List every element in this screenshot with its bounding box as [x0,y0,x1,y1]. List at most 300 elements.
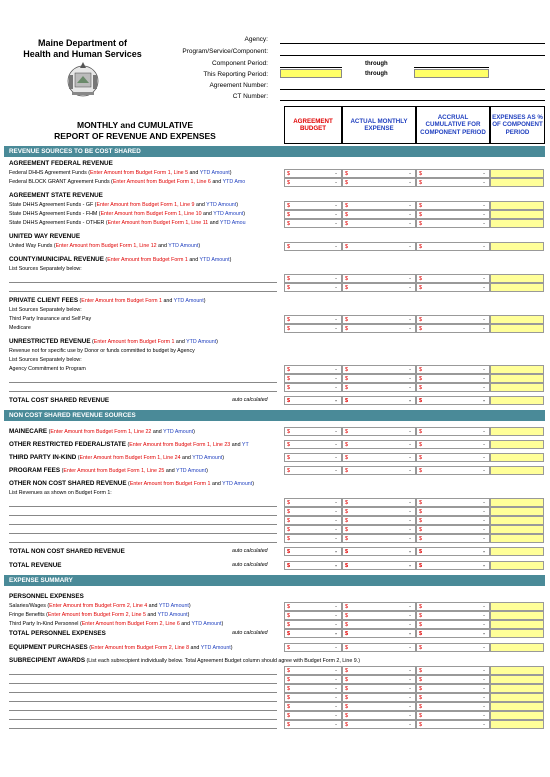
amount-value: - [483,518,485,524]
amount-cell-2[interactable] [342,210,416,219]
amount-value: - [335,549,337,555]
amount-cell-4 [490,324,544,333]
table-row [4,453,545,462]
amount-value: - [483,722,485,728]
currency-symbol: $ [345,385,349,391]
row-note [85,658,360,664]
amount-cell-2[interactable] [342,534,416,543]
row-label [9,397,109,404]
amount-cell-2[interactable] [342,427,416,436]
amount-cell-1[interactable] [284,210,342,219]
amount-value: - [483,367,485,373]
amount-cell-1[interactable] [284,315,342,324]
row-label-joiner: and [156,243,169,249]
amount-cell-2[interactable] [342,629,416,638]
amount-cell-1[interactable] [284,374,342,383]
budget-form-ref: Enter Amount from Budget Form 1, Line 23 [129,442,231,448]
amount-value: - [409,442,411,448]
amount-value: - [409,722,411,728]
currency-symbol: $ [419,563,423,569]
row-heading: PRIVATE CLIENT FEES [9,297,79,304]
amount-cell-3 [416,440,490,449]
amount-cell-2[interactable] [342,675,416,684]
currency-symbol: $ [287,212,291,218]
amount-value: - [409,695,411,701]
amount-value: - [335,212,337,218]
currency-symbol: $ [287,442,291,448]
amount-cell-4 [490,534,544,543]
amount-cell-2[interactable] [342,169,416,178]
currency-symbol: $ [419,203,423,209]
amount-cell-3 [416,525,490,534]
amount-cell-1[interactable] [284,534,342,543]
section-band: EXPENSE SUMMARY [4,575,545,586]
amount-value: - [409,326,411,332]
row-note-text: ( [90,339,94,345]
table-row [4,675,545,684]
ct-number-field[interactable] [280,93,545,101]
entry-line[interactable] [9,728,277,729]
amount-cell-1[interactable] [284,201,342,210]
row-label [9,562,61,569]
amount-cell-2[interactable] [342,611,416,620]
row-label [9,338,218,345]
agency-field[interactable] [280,36,545,44]
row-label [9,325,31,331]
row-label-text: AGREEMENT FEDERAL REVENUE [9,160,113,167]
amount-cell-2[interactable] [342,693,416,702]
amount-cell-1[interactable] [284,547,342,556]
amount-cell-1[interactable] [284,283,342,292]
row-label [9,179,245,185]
amount-cell-2[interactable] [342,219,416,228]
row-label-joiner: and [208,220,220,226]
amount-value: - [483,563,485,569]
currency-symbol: $ [345,212,349,218]
table-row [4,337,545,346]
row-label-text: TOTAL NON COST SHARED REVENUE [9,548,125,555]
ytd-ref: YTD Amount [199,170,230,176]
amount-cell-2[interactable] [342,383,416,392]
amount-cell-2[interactable] [342,201,416,210]
row-label-text: Salaries/Wages ( [9,603,50,609]
reporting-period-end[interactable] [414,69,489,78]
currency-symbol: $ [287,677,291,683]
amount-cell-2[interactable] [342,242,416,251]
currency-symbol: $ [287,668,291,674]
budget-form-ref: Enter Amount from Budget Form 1, Line 6 [112,179,211,185]
amount-value: - [483,509,485,515]
row-note-text: ( [78,298,82,304]
ytd-ref: YTD Amount [163,429,194,435]
currency-symbol: $ [419,668,423,674]
amount-value: - [409,385,411,391]
currency-symbol: $ [345,549,349,555]
amount-value: - [483,668,485,674]
amount-cell-2[interactable] [342,711,416,720]
amount-cell-2[interactable] [342,666,416,675]
table-row [4,534,545,543]
amount-value: - [335,367,337,373]
amount-cell-2[interactable] [342,440,416,449]
row-label-close: ) [203,298,206,304]
ytd-ref: YTD Amo [222,179,246,185]
amount-cell-1[interactable] [284,675,342,684]
row-label [9,490,112,496]
amount-cell-2[interactable] [342,684,416,693]
amount-cell-4 [490,383,544,392]
amount-cell-1[interactable] [284,611,342,620]
row-label-text: State DHHS Agreement Funds - GF ( [9,202,97,208]
amount-cell-1[interactable] [284,383,342,392]
currency-symbol: $ [345,429,349,435]
row-note-text: ( [60,468,64,474]
currency-symbol: $ [287,221,291,227]
table-row [4,383,545,392]
currency-symbol: $ [287,171,291,177]
amount-value: - [409,631,411,637]
amount-value: - [335,385,337,391]
row-label-text: Agency Commitment to Program [9,366,86,372]
amount-cell-1[interactable] [284,720,342,729]
amount-value: - [335,285,337,291]
row-label [9,160,113,167]
amount-cell-3 [416,561,490,570]
program-field[interactable] [280,48,545,56]
amount-cell-1[interactable] [284,178,342,187]
amount-cell-2[interactable] [342,516,416,525]
amount-cell-2[interactable] [342,643,416,652]
currency-symbol: $ [419,285,423,291]
currency-symbol: $ [345,668,349,674]
amount-value: - [409,285,411,291]
row-label [9,428,195,435]
amount-cell-1[interactable] [284,702,342,711]
currency-symbol: $ [419,500,423,506]
row-label-joiner: and [201,211,214,217]
currency-symbol: $ [419,212,423,218]
table-row [4,620,545,629]
amount-cell-2[interactable] [342,720,416,729]
currency-symbol: $ [345,221,349,227]
amount-value: - [335,613,337,619]
amount-value: - [483,317,485,323]
amount-value: - [483,713,485,719]
amount-cell-2[interactable] [342,602,416,611]
ytd-ref: YTD Amount [158,603,189,609]
row-label-text: Third Party In-Kind Personnel ( [9,621,82,627]
currency-symbol: $ [345,455,349,461]
currency-symbol: $ [345,468,349,474]
amount-cell-2[interactable] [342,178,416,187]
total-row [4,629,545,638]
amount-cell-1[interactable] [284,507,342,516]
amount-cell-3 [416,201,490,210]
row-note-text: ( [76,455,80,461]
amount-cell-4 [490,525,544,534]
currency-symbol: $ [419,276,423,282]
amount-cell-1[interactable] [284,561,342,570]
amount-cell-2[interactable] [342,374,416,383]
amount-cell-1[interactable] [284,324,342,333]
amount-cell-1[interactable] [284,525,342,534]
amount-value: - [335,704,337,710]
amount-cell-1[interactable] [284,396,342,405]
budget-form-ref: Enter Amount from Budget Form 1, Line 10 [100,211,202,217]
row-note-text: ( [125,442,130,448]
amount-value: - [409,244,411,250]
amount-cell-3 [416,666,490,675]
amount-value: - [335,244,337,250]
amount-cell-2[interactable] [342,283,416,292]
amount-cell-4 [490,720,544,729]
row-label [9,348,195,354]
amount-value: - [483,622,485,628]
amount-cell-2[interactable] [342,274,416,283]
row-label-text: PERSONNEL EXPENSES [9,593,84,600]
amount-value: - [409,704,411,710]
amount-cell-4 [490,219,544,228]
row-label-joiner: and [174,339,187,345]
currency-symbol: $ [345,180,349,186]
amount-cell-2[interactable] [342,498,416,507]
col-expenses-percent: EXPENSES AS % OF COMPONENT PERIOD [490,106,545,144]
row-label-text: TOTAL REVENUE [9,562,62,569]
row-label-text: Fringe Benefits ( [9,612,48,618]
amount-cell-1[interactable] [284,620,342,629]
currency-symbol: $ [345,613,349,619]
ytd-ref: YTD Amount [168,243,199,249]
agreement-number-field[interactable] [280,82,545,90]
table-row [4,283,545,292]
row-label [9,266,82,272]
amount-value: - [335,604,337,610]
amount-cell-3 [416,324,490,333]
amount-value: - [335,527,337,533]
currency-symbol: $ [419,518,423,524]
currency-symbol: $ [419,536,423,542]
row-label-joiner: and [161,298,174,304]
amount-value: - [483,171,485,177]
amount-cell-4 [490,693,544,702]
amount-value: - [483,536,485,542]
amount-cell-1[interactable] [284,711,342,720]
currency-symbol: $ [345,509,349,515]
amount-value: - [409,509,411,515]
currency-symbol: $ [345,604,349,610]
row-label [9,211,245,217]
amount-cell-1[interactable] [284,516,342,525]
amount-cell-4 [490,561,544,570]
row-label [9,297,205,304]
currency-symbol: $ [419,527,423,533]
amount-cell-1[interactable] [284,169,342,178]
amount-cell-1[interactable] [284,684,342,693]
table-row [4,592,545,601]
budget-form-ref: Enter Amount from Budget Form 1, Line 24 [79,455,181,461]
row-label-close: ) [229,257,232,263]
table-row [4,507,545,516]
amount-cell-2[interactable] [342,702,416,711]
amount-value: - [483,244,485,250]
amount-value: - [335,722,337,728]
row-note [47,429,195,435]
budget-form-ref: Enter Amount from Budget Form 1 [107,257,188,263]
amount-value: - [409,536,411,542]
row-label-text: Third Party Insurance and Self Pay [9,316,92,322]
row-label-text: List Sources Separately below: [9,357,82,363]
ytd-ref: YTD Amount [192,455,223,461]
row-label-joiner: and [180,455,193,461]
table-row [4,159,545,168]
amount-cell-4 [490,629,544,638]
amount-cell-2[interactable] [342,396,416,405]
through-label-2: through [365,71,388,77]
amount-cell-3 [416,602,490,611]
reporting-period-start[interactable] [280,69,342,78]
amount-value: - [483,631,485,637]
amount-value: - [483,376,485,382]
amount-value: - [483,398,485,404]
amount-cell-1[interactable] [284,274,342,283]
row-label-text: List Sources Separately below: [9,266,82,272]
currency-symbol: $ [287,518,291,524]
amount-cell-2[interactable] [342,466,416,475]
row-label-text: Federal BLOCK GRANT Agreement Funds ( [9,179,113,185]
currency-symbol: $ [345,203,349,209]
amount-value: - [335,713,337,719]
amount-cell-1[interactable] [284,242,342,251]
currency-symbol: $ [287,631,291,637]
currency-symbol: $ [419,631,423,637]
amount-value: - [483,645,485,651]
amount-cell-1[interactable] [284,427,342,436]
table-row [4,178,545,187]
table-row [4,656,545,665]
amount-value: - [483,326,485,332]
amount-value: - [335,276,337,282]
amount-value: - [483,285,485,291]
amount-cell-1[interactable] [284,643,342,652]
total-row [4,396,545,405]
row-note [88,645,233,651]
amount-cell-2[interactable] [342,620,416,629]
table-row [4,365,545,374]
amount-cell-4 [490,169,544,178]
program-label: Program/Service/Component: [182,48,268,55]
amount-cell-2[interactable] [342,561,416,570]
total-row [4,547,545,556]
auto-calculated-label: auto calculated [232,630,268,636]
currency-symbol: $ [287,695,291,701]
entry-line[interactable] [9,391,277,392]
row-label-text: Medicare [9,325,31,331]
amount-cell-4 [490,498,544,507]
amount-cell-4 [490,620,544,629]
amount-cell-2[interactable] [342,365,416,374]
amount-cell-1[interactable] [284,219,342,228]
auto-calculated-label: auto calculated [232,562,268,568]
amount-cell-3 [416,383,490,392]
currency-symbol: $ [419,367,423,373]
row-label [9,612,189,618]
through-label: through [365,61,388,67]
ytd-ref: YT [241,442,249,448]
amount-cell-1[interactable] [284,453,342,462]
amount-cell-4 [490,516,544,525]
amount-value: - [335,455,337,461]
amount-cell-1[interactable] [284,602,342,611]
amount-cell-4 [490,210,544,219]
table-row [4,711,545,720]
ct-number-label: CT Number: [232,93,268,100]
row-note-text: ( [126,481,130,487]
amount-cell-3 [416,620,490,629]
currency-symbol: $ [287,704,291,710]
amount-cell-1[interactable] [284,466,342,475]
amount-cell-2[interactable] [342,324,416,333]
amount-cell-1[interactable] [284,498,342,507]
amount-value: - [483,500,485,506]
amount-cell-2[interactable] [342,525,416,534]
component-period-end[interactable] [414,60,489,68]
amount-cell-1[interactable] [284,440,342,449]
row-heading: THIRD PARTY IN-KIND [9,454,77,461]
budget-form-ref: Enter Amount from Budget Form 1, Line 9 [96,202,195,208]
ytd-ref: YTD Amount [157,612,188,618]
row-label-joiner: and [187,257,200,263]
currency-symbol: $ [345,722,349,728]
amount-cell-2[interactable] [342,507,416,516]
row-heading: OTHER NON COST SHARED REVENUE [9,480,127,487]
row-label-joiner: and [151,429,164,435]
row-label-text: AGREEMENT STATE REVENUE [9,192,103,199]
amount-cell-3 [416,611,490,620]
currency-symbol: $ [345,376,349,382]
currency-symbol: $ [419,455,423,461]
currency-symbol: $ [419,429,423,435]
currency-symbol: $ [345,536,349,542]
currency-symbol: $ [287,613,291,619]
currency-symbol: $ [287,563,291,569]
row-note-text: ( [103,257,108,263]
amount-cell-1[interactable] [284,666,342,675]
amount-value: - [335,203,337,209]
component-period-start[interactable] [280,60,342,68]
amount-value: - [409,713,411,719]
amount-cell-1[interactable] [284,629,342,638]
currency-symbol: $ [419,686,423,692]
entry-line[interactable] [9,291,277,292]
row-label [9,621,223,627]
table-row [4,191,545,200]
row-label-joiner: and [210,179,223,185]
amount-cell-4 [490,242,544,251]
amount-value: - [409,455,411,461]
component-period-label: Component Period: [211,60,268,67]
amount-cell-2[interactable] [342,315,416,324]
entry-line[interactable] [9,542,277,543]
amount-value: - [483,527,485,533]
auto-calculated-label: auto calculated [232,397,268,403]
amount-value: - [409,677,411,683]
amount-value: - [409,180,411,186]
amount-cell-1[interactable] [284,693,342,702]
amount-cell-2[interactable] [342,547,416,556]
amount-cell-1[interactable] [284,365,342,374]
table-row [4,702,545,711]
amount-cell-2[interactable] [342,453,416,462]
